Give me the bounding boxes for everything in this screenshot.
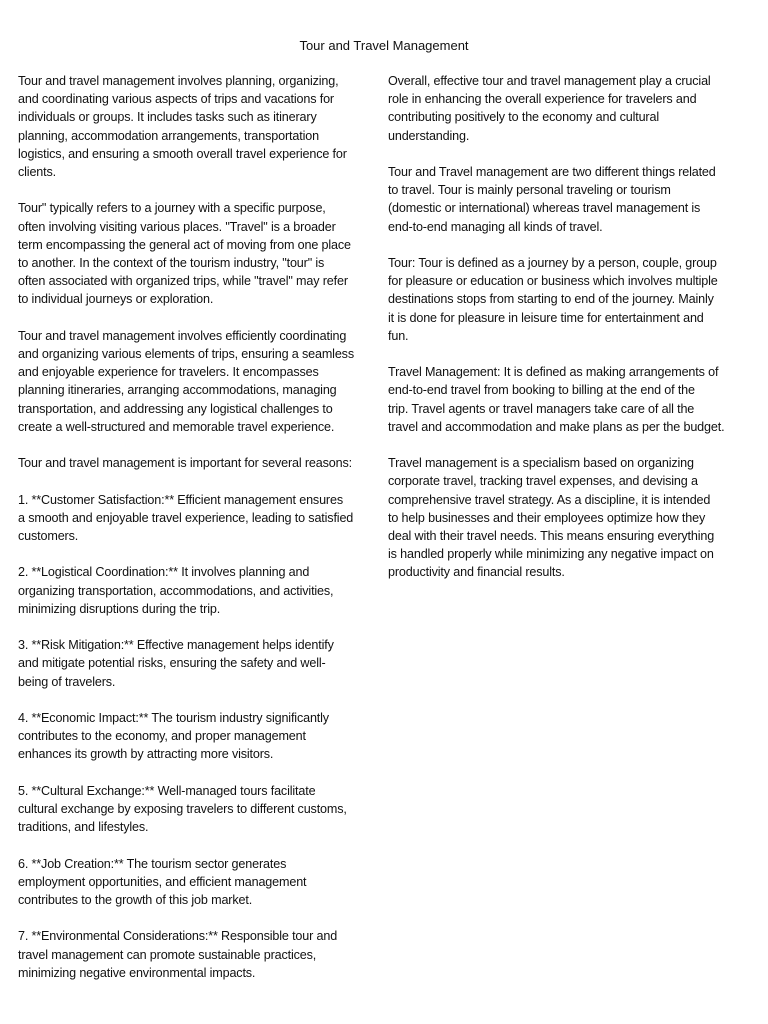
paragraph-travel-management-definition: Travel Management: It is defined as making arrangements of end-to-end travel from booking to billing at the end of the trip. Travel agents or travel managers take care of all the travel and accommodation and make plans as per the budget.	[388, 365, 725, 434]
list-item-customer-satisfaction: 1. **Customer Satisfaction:** Efficient management ensures a smooth and enjoyable travel experience, leading to satisfied customers.	[18, 492, 354, 544]
paragraph-coordination: Tour and travel management involves efficiently coordinating and organizing various elements of trips, ensuring a seamless and enjoyable experience for travelers. It encompasses planning itineraries, arranging accommodations, managing transportation, and addressing any logistical challenges to create a well-structured and memorable travel experience.	[18, 328, 354, 434]
left-column	[18, 72, 380, 1000]
list-item-job-creation: 6. **Job Creation:** The tourism sector generates employment opportunities, and efficient management contributes to the growth of this job market.	[18, 856, 307, 907]
document-title: Tour and Travel Management	[299, 38, 469, 53]
right-column	[388, 72, 750, 600]
paragraph-specialism: Travel management is a specialism based on organizing corporate travel, tracking travel expenses, and devising a comprehensive travel strategy. As a discipline, it is intended to help businesses and their employees optimize how they deal with their travel needs. This means ensuring everything is handled properly while minimizing any negative impact on productivity and financial results.	[388, 456, 715, 580]
paragraph-tour-vs-travel: Tour" typically refers to a journey with a specific purpose, often involving visiting various places. "Travel" is a broader term encompassing the general act of moving from one place to another. In the context of the tourism industry, "tour" is often associated with organized trips, while "travel" may refer to individual journeys or exploration.	[18, 201, 351, 307]
list-item-risk-mitigation: 3. **Risk Mitigation:** Effective management helps identify and mitigate potential risks, ensuring the safety and well- being of travelers.	[18, 638, 334, 689]
list-item-logistical-coordination: 2. **Logistical Coordination:** It involves planning and organizing transportation, accommodations, and activities, minimizing disruptions during the trip.	[18, 565, 334, 616]
paragraph-reasons-heading: Tour and travel management is important for several reasons:	[18, 456, 352, 471]
paragraph-tour-definition: Tour: Tour is defined as a journey by a person, couple, group for pleasure or education or business which involves multiple destinations stops from starting to end of the journey. Mainly it is done for pleasure in leisure time for entertainment and fun.	[388, 256, 718, 343]
paragraph-overall: Overall, effective tour and travel management play a crucial role in enhancing the overall experience for travelers and contributing positively to the economy and cultural understanding.	[388, 74, 711, 143]
list-item-environmental-considerations: 7. **Environmental Considerations:** Responsible tour and travel management can promote sustainable practices, minimizing negative environmental impacts.	[18, 929, 338, 980]
list-item-cultural-exchange: 5. **Cultural Exchange:** Well-managed tours facilitate cultural exchange by exposing travelers to different customs, traditions, and lifestyles.	[18, 783, 347, 835]
list-item-economic-impact: 4. **Economic Impact:** The tourism industry significantly contributes to the economy, and proper management enhances its growth by attracting more visitors.	[18, 711, 329, 762]
paragraph-intro: Tour and travel management involves planning, organizing, and coordinating various aspects of trips and vacations for individuals or groups. It includes tasks such as itinerary planning, accommodation arrangements, transportation logistics, and ensuring a smooth overall travel experience for clients.	[18, 74, 347, 180]
paragraph-different-things: Tour and Travel management are two different things related to travel. Tour is mainly personal traveling or tourism (domestic or international) whereas travel management is end-to-end managing all kinds of travel.	[388, 165, 716, 234]
